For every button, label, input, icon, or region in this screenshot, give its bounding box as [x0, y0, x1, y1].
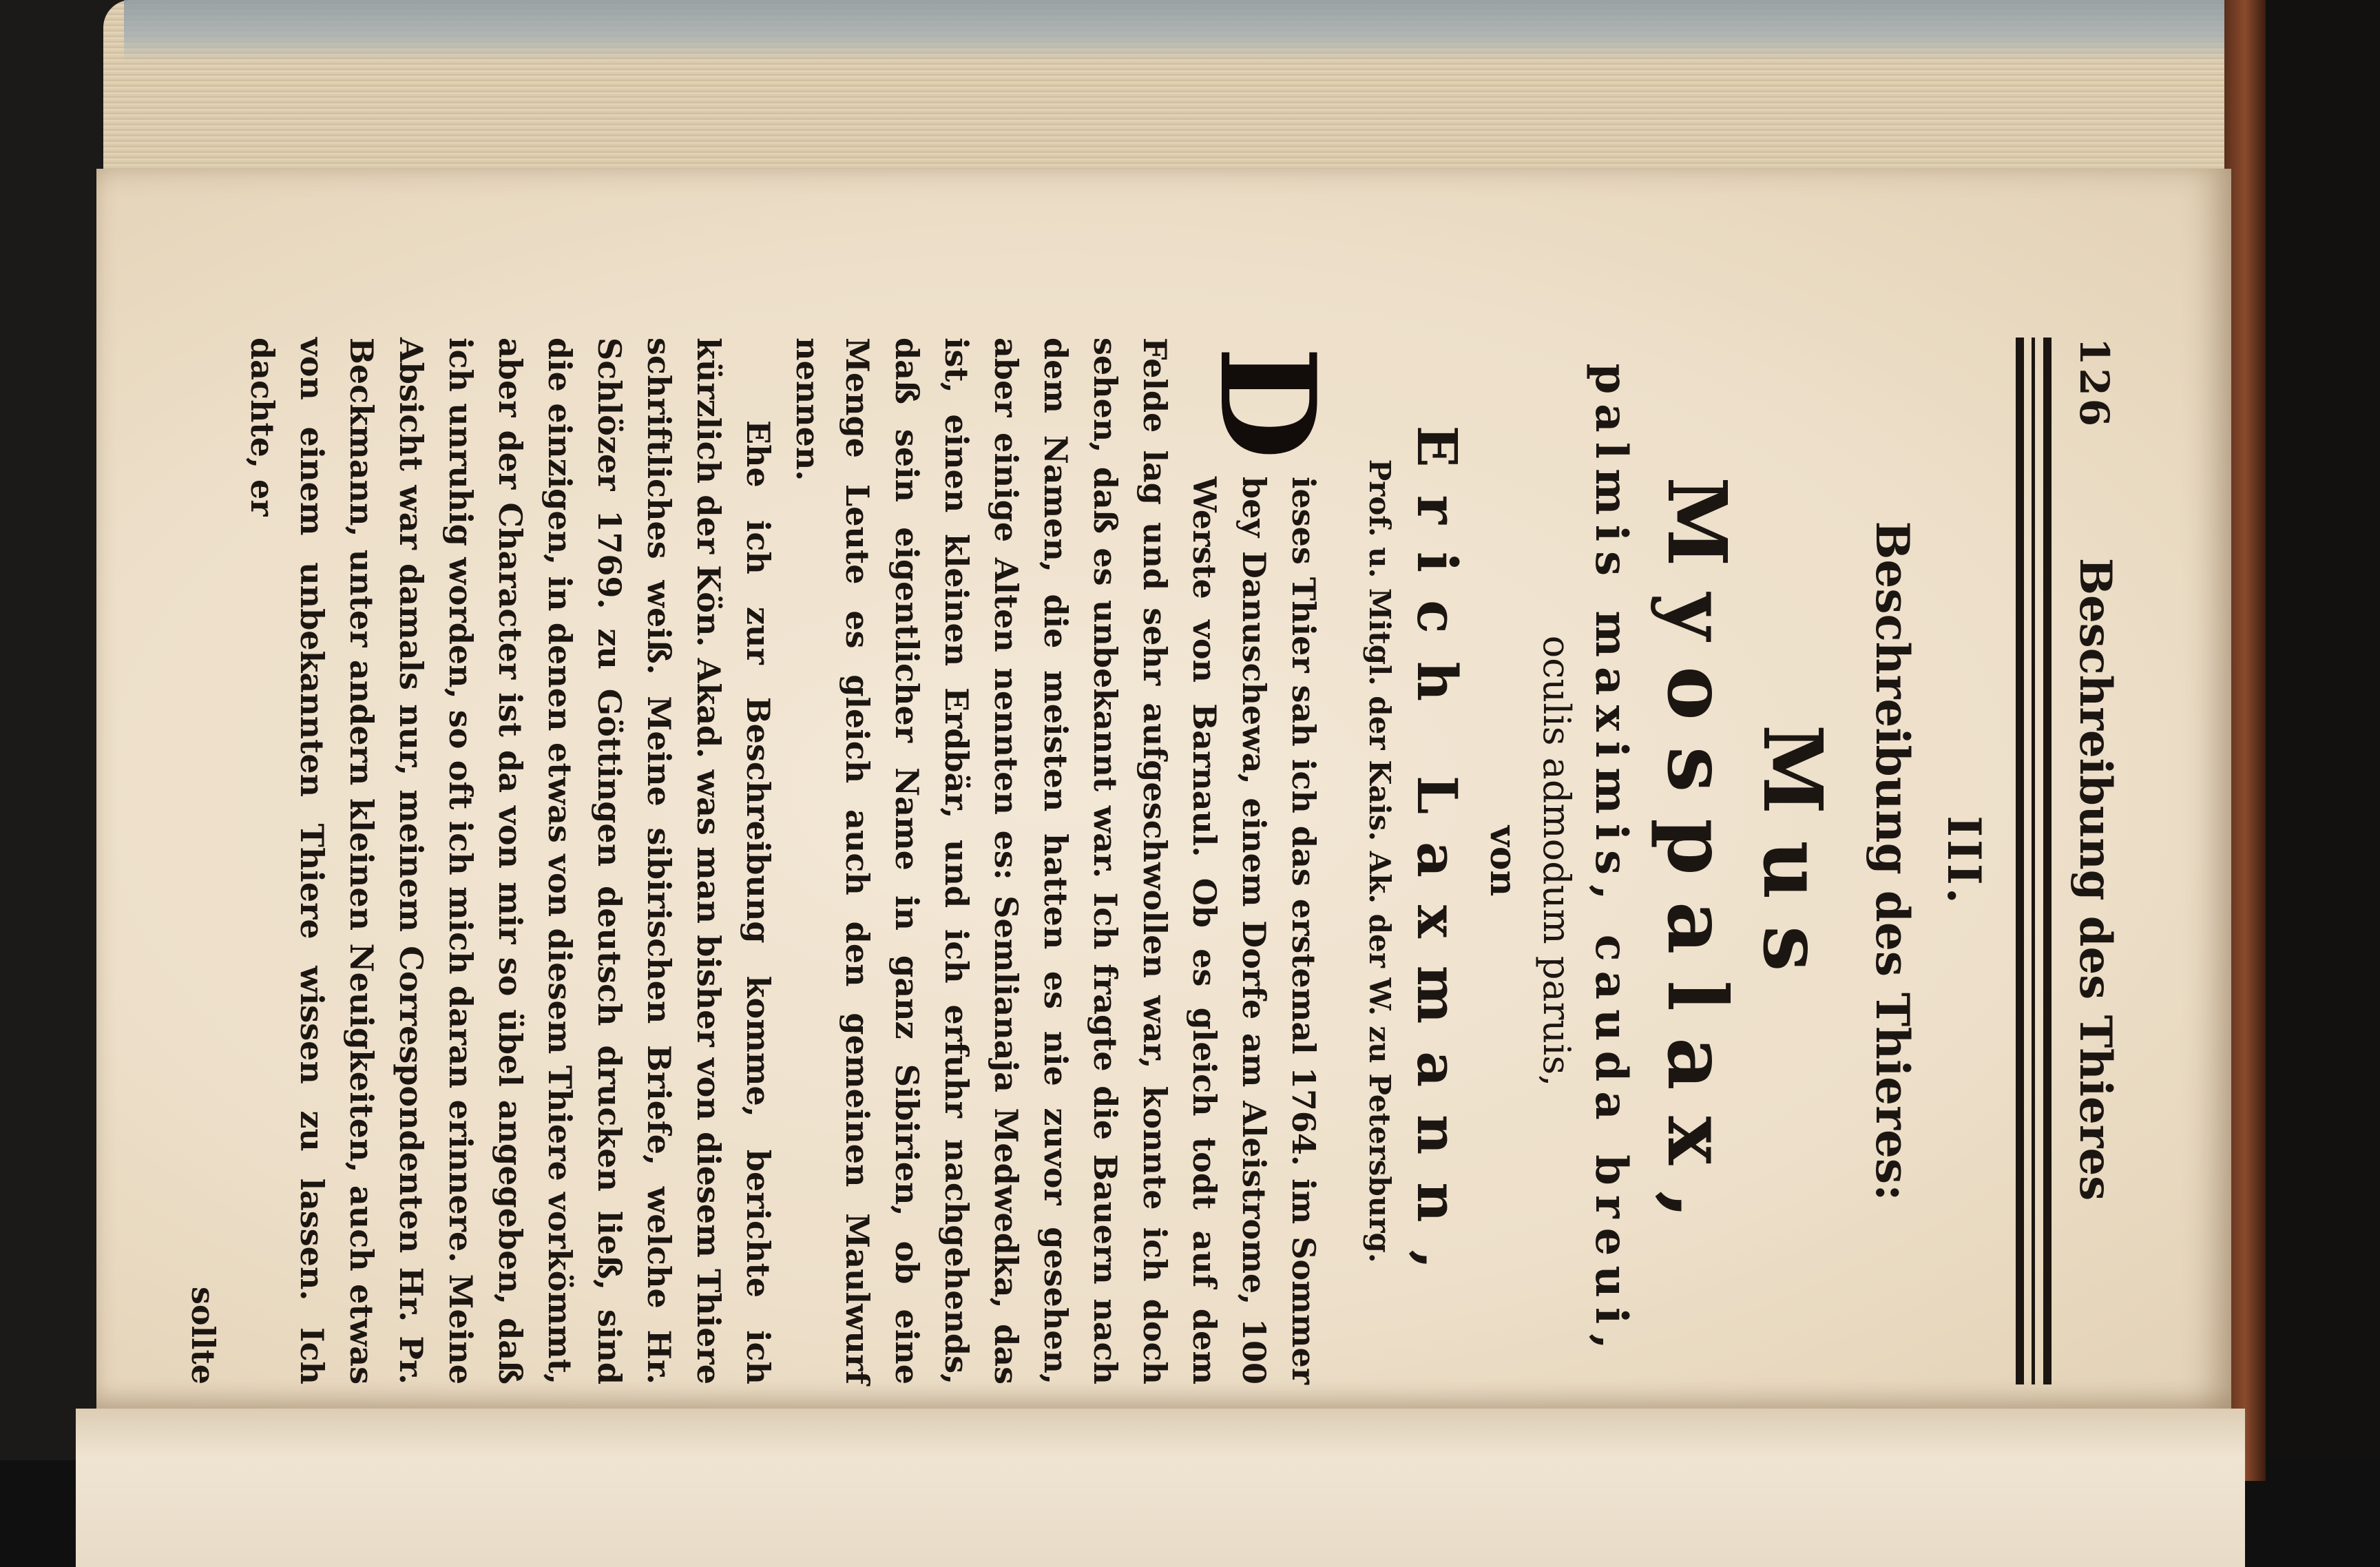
page-edges-tint [124, 0, 2231, 62]
paragraph-1: ieses Thier sah ich das erstemal 1764. im Sommer bey Danuschewa, einem Dorfe am Aleistrome, 100 Werste von Barnaul. Ob es gleich todt auf dem Felde lag und sehr aufgeschwollen war, konnte ich doch sehen, daß es unbekannt war. Ich fragte die Bauern nach dem Namen, die meisten hatten es nie zuvor gesehen, aber einige Alten nennten es: Semlianaja Medwedka, das ist, einen kleinen Erdbär, und ich erfuhr nachgehends, daß sein eigentlicher Name in ganz Sibirien, ob eine Menge Leute es gleich auch den gemeinen Maulwurf nennen. [789, 338, 1322, 1384]
section-numeral: III. [1937, 816, 1991, 906]
page-header [2069, 338, 2121, 1384]
running-title: Beschreibung des Thieres [2069, 557, 2121, 1201]
species-title: Mus Myospalax, [1649, 476, 1841, 1245]
latin-description-2: oculis admodum paruis, [1535, 635, 1578, 1087]
page-number: 126 [2071, 338, 2118, 430]
author-name: Erich Laxmann, [1405, 425, 1470, 1297]
page-content [185, 338, 2121, 1384]
body-text [178, 338, 1344, 1384]
latin-description-1: palmis maximis, cauda breui, [1585, 363, 1637, 1359]
byline-von: von [1482, 825, 1524, 897]
paragraph-2: Ehe ich zur Beschreibung komme, berichte ich kürzlich der Kön. Akad. was man bisher von diesem Thiere schriftliches weiß. Meine sibirischen Briefe, welche Hr. Schlözer 1769. zu Göttingen deutsch drucken ließ, sind die einzigen, in denen etwas von diesem Thiere vorkömmt, aber der Character ist da von mir so übel angegeben, daß ich unruhig worden, so oft ich mich daran erinnere. Meine Absicht war damals nur, meinem Correspondenten Hr. Pr. Beckmann, unter andern kleinen Neuigkeiten, auch etwas von einem unbekannten Thiere wissen zu lassen. Ich dachte, er [244, 338, 777, 1384]
author-affiliation: Prof. u. Mitgl. der Kais. Ak. der W. zu Petersburg. [1363, 459, 1397, 1263]
section-subtitle: Beschreibung des Thieres: [1866, 521, 1919, 1201]
next-page-edge [76, 1409, 2245, 1567]
drop-cap: D [1191, 346, 1344, 460]
header-rule [2010, 338, 2052, 1384]
catchword: sollte [185, 1286, 222, 1384]
